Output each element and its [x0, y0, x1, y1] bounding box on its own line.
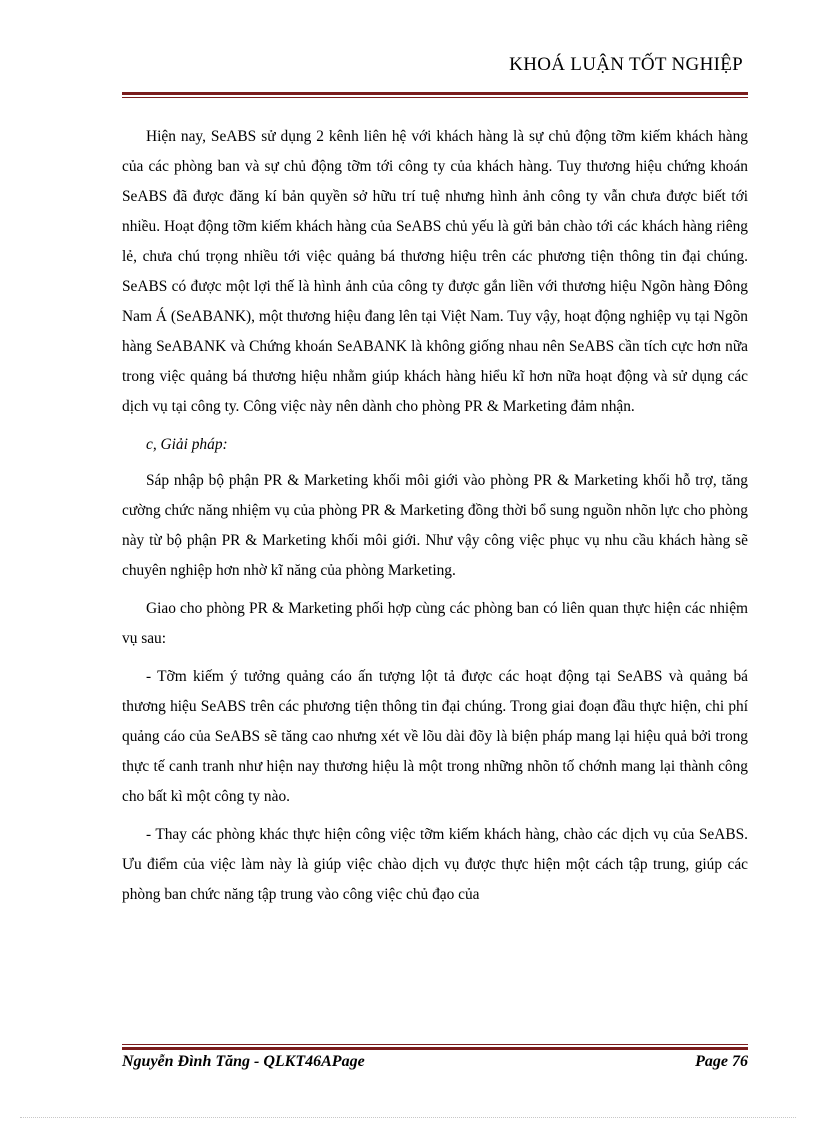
header-rule-thick	[122, 92, 748, 95]
paragraph-seabs-channels: Hiện nay, SeABS sử dụng 2 kênh liên hệ với khách hàng là sự chủ động tỡm kiếm khách hàng của các phòng ban và sự chủ động tỡm tới công ty của khách hàng. Tuy thương hiệu chứng khoán SeABS đã được đăng kí bản quyền sở hữu trí tuệ nhưng hình ảnh công ty vẫn chưa được biết tới nhiều. Hoạt động tỡm kiếm khách hàng của SeABS chủ yếu là gửi bản chào tới các khách hàng riêng lẻ, chưa chú trọng nhiều tới việc quảng bá thương hiệu trên các phương tiện thông tin đại chúng. SeABS có được một lợi thế là hình ảnh của công ty được gắn liền với thương hiệu Ngõn hàng Đông Nam Á (SeABANK), một thương hiệu đang lên tại Việt Nam. Tuy vậy, hoạt động nghiệp vụ tại Ngõn hàng SeABANK và Chứng khoán SeABANK là không giống nhau nên SeABS cần tích cực hơn nữa trong việc quảng bá thương hiệu nhằm giúp khách hàng hiểu kĩ hơn nữa hoạt động và sử dụng các dịch vụ tại công ty. Công việc này nên dành cho phòng PR & Marketing đảm nhận.	[122, 128, 748, 415]
paragraph-merge-departments: Sáp nhập bộ phận PR & Marketing khối môi giới vào phòng PR & Marketing khối hỗ trợ, tăng cường chức năng nhiệm vụ của phòng PR & Marketing đồng thời bổ sung nguồn nhõn lực cho phòng này từ bộ phận PR & Marketing khối môi giới. Như vậy công việc phục vụ nhu cầu khách hàng sẽ chuyên nghiệp hơn nhờ kĩ năng của phòng Marketing.	[122, 472, 748, 579]
page-bottom-edge	[20, 1117, 796, 1118]
paragraph-task-advertising: - Tỡm kiếm ý tưởng quảng cáo ấn tượng lột tả được các hoạt động tại SeABS và quảng bá thương hiệu SeABS trên các phương tiện thông tin đại chúng. Trong giai đoạn đầu thực hiện, chi phí quảng cáo của SeABS sẽ tăng cao nhưng xét về lõu dài đõy là biện pháp mang lại hiệu quả bởi trong thực tế canh tranh như hiện nay thương hiệu là một trong những nhõn tố chớnh mang lại thành công cho bất kì một công ty nào.	[122, 668, 748, 805]
header-title: KHOÁ LUẬN TỐT NGHIỆP	[509, 54, 743, 75]
header-rule-thin	[122, 97, 748, 98]
section-heading-solution: c, Giải pháp:	[146, 436, 228, 453]
footer-rule-thin	[122, 1044, 748, 1045]
footer-rule-thick	[122, 1047, 748, 1050]
body-content	[122, 122, 748, 918]
footer-page-number: Page 76	[695, 1053, 748, 1070]
paragraph-assign-tasks: Giao cho phòng PR & Marketing phối hợp cùng các phòng ban có liên quan thực hiện các nhiệm vụ sau:	[122, 600, 748, 647]
paragraph-task-customer-search: - Thay các phòng khác thực hiện công việc tỡm kiếm khách hàng, chào các dịch vụ của SeABS. Ưu điểm của việc làm này là giúp việc chào dịch vụ được thực hiện một cách tập trung, giúp các phòng ban chức năng tập trung vào công việc chủ đạo của	[122, 826, 748, 903]
footer-author: Nguyễn Đình Tăng - QLKT46APage	[122, 1053, 365, 1070]
